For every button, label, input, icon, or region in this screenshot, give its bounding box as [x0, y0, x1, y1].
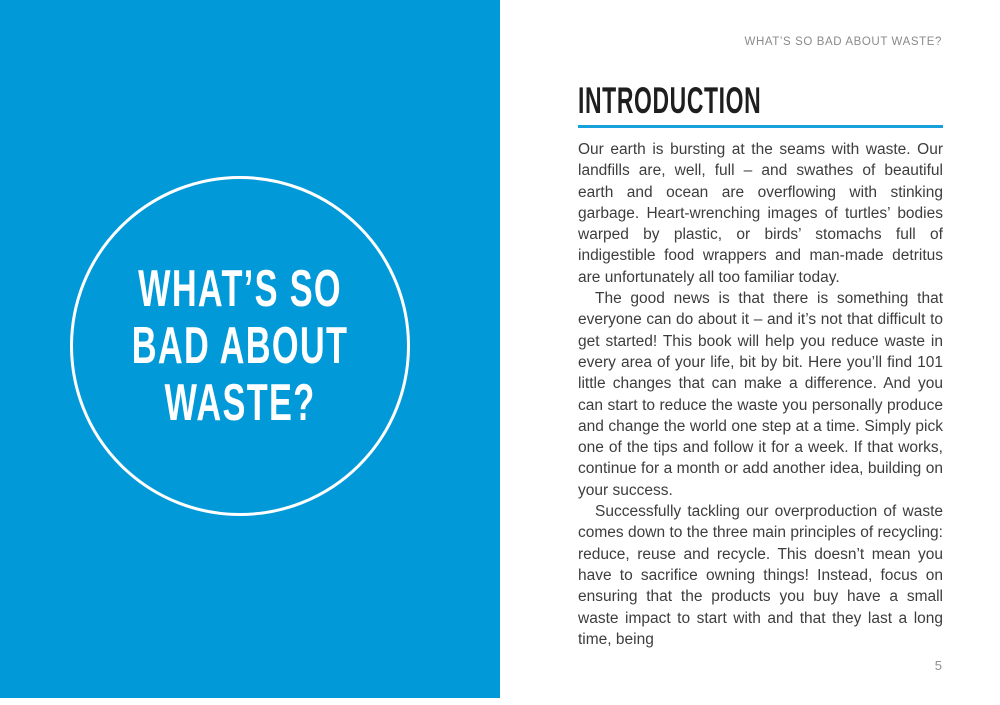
- body-text: [578, 139, 943, 650]
- chapter-title-line: WHAT’S SO: [138, 259, 342, 318]
- chapter-title: [132, 261, 349, 432]
- running-header: WHAT’S SO BAD ABOUT WASTE?: [744, 36, 942, 48]
- heading-rule: [578, 125, 943, 128]
- right-page: [500, 0, 1000, 705]
- page-number: 5: [934, 658, 942, 673]
- chapter-title-line: BAD ABOUT: [131, 316, 349, 375]
- paragraph-1: Our earth is bursting at the seams with waste. Our landfills are, well, full – and swathes of beautiful earth and ocean are overflowing with stinking garbage. Heart-wrenching images of turtles’ bodies warped by plastic, or birds’ stomachs full of indigestible food wrappers and man-made detritus are unfortunately all too familiar today.: [578, 141, 943, 286]
- paragraph-3: Successfully tackling our overproduction of waste comes down to the three main principles of recycling: reduce, reuse and recycle. This doesn’t mean you have to sacrifice owning things! Instead, focus on ensuring that the products you buy have a small waste impact to start with and that they last a long time, being: [578, 503, 943, 648]
- chapter-title-line: WASTE?: [164, 373, 316, 432]
- section-heading: INTRODUCTION: [578, 80, 762, 121]
- left-page: [0, 0, 500, 698]
- paragraph-2: The good news is that there is something that everyone can do about it – and it’s not that difficult to get started! This book will help you reduce waste in every area of your life, bit by bit. Here you’ll find 101 little changes that can make a difference. And you can start to reduce the waste you personally produce and change the world one step at a time. Simply pick one of the tips and follow it for a week. If that works, continue for a month or add another idea, building on your success.: [578, 290, 943, 499]
- title-circle: [70, 176, 410, 516]
